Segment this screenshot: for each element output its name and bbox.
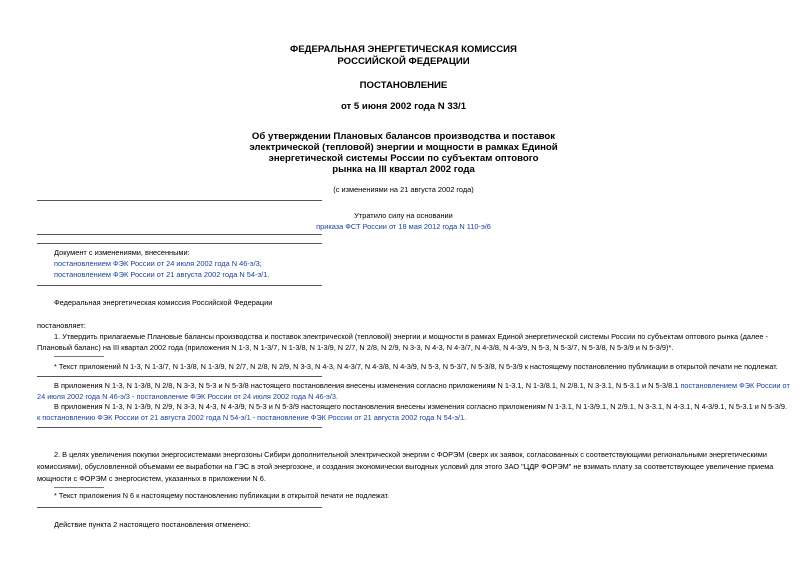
cancel-note: Действие пункта 2 настоящего постановления отменено: [54, 520, 251, 529]
document-title-line2: электрической (тепловой) энергии и мощности в рамках Единой [249, 142, 558, 153]
issuer-heading-line1: ФЕДЕРАЛЬНАЯ ЭНЕРГЕТИЧЕСКАЯ КОМИССИЯ [290, 44, 517, 55]
paragraph-1-line1: 1. Утвердить прилагаемые Плановые балансы производства и поставок электрической (тепловой) энергии и мощности в рамках Единой энергетической системы России по субъектам оптового рынка (далее - [54, 332, 768, 341]
decrees-text: постановляет: [37, 321, 86, 330]
change-note-2-line1: В приложения N 1-3, N 1-3/9, N 2/9, N 3-3, N 4-3, N 4-3/9, N 5-3 и N 5-3/9 настоящего постановления внесены изменения согласно приложениям N 1-3.1, N 1-3/9.1, N 2/9.1, N 3-3.1, N 4-3.1, N 4-3/9.1, N 5-3.1 и N 5-3/9. [54, 402, 787, 411]
change-note-1-link[interactable]: постановлением ФЭК России от [680, 381, 790, 390]
footnote-divider [54, 487, 104, 488]
divider [37, 285, 322, 286]
paragraph-2-line1: 2. В целях увеличения покупки энергосистемами энергозоны Сибири дополнительной электрической энергии с ФОРЭМ (сверх их заявок, согласованных с соответствующими региональными энергетическими [54, 450, 767, 459]
document-date-number: от 5 июня 2002 года N 33/1 [340, 101, 467, 112]
paragraph-2-line2: комиссиями), обусловленной объемами ее выработки на ГЭС в этой энергозоне, и создания экономически выгодных условий для этого ЗАО "ЦДР ФОРЭМ" не взимать плату за соответствующее увеличение приема [37, 462, 774, 471]
change-link-54[interactable]: постановлением ФЭК России от 21 августа 2002 года N 54-э/1. [54, 270, 270, 279]
expiry-text: Утратило силу на основании [354, 211, 453, 220]
expiry-order-link[interactable]: приказа ФСТ России от 18 мая 2012 года N 110-э/6 [316, 222, 491, 231]
divider [37, 234, 322, 235]
document-title-line3: энергетической системы России по субъектам оптового [268, 153, 539, 164]
divider [37, 200, 322, 201]
document-type: ПОСТАНОВЛЕНИЕ [359, 80, 448, 91]
change-link-46[interactable]: постановлением ФЭК России от 24 июля 2002 года N 46-э/3; [54, 259, 262, 268]
divider [37, 376, 322, 377]
document-title-line4: рынка на III квартал 2002 года [332, 164, 475, 175]
issuer-heading-line2: РОССИЙСКОЙ ФЕДЕРАЦИИ [337, 56, 470, 67]
changes-intro: Документ с изменениями, внесенными: [54, 248, 190, 257]
issuer-text: Федеральная энергетическая комиссия Российской Федерации [54, 298, 273, 307]
divider [37, 427, 322, 428]
paragraph-1-line2: Плановый баланс) на III квартал 2002 года (приложения N 1-3, N 1-3/7, N 1-3/8, N 1-3/9, N 2/7, N 2/8, N 2/9, N 3-3, N 4-3, N 4-3/7, N 4-3/8, N 4-3/9, N 5-3, N 5-3/7, N 5-3/8, N 5-3/9 и N 5-3/9)*. [37, 343, 674, 352]
footnote-divider [54, 356, 104, 357]
divider [37, 507, 322, 508]
change-note-1-line1 [54, 381, 790, 390]
footnote-1: * Текст приложений N 1-3, N 1-3/7, N 1-3/8, N 1-3/9, N 2/7, N 2/8, N 2/9, N 3-3, N 4-3, N 4-3/7, N 4-3/8, N 4-3/9, N 5-3, N 5-3/7, N 5-3/8, N 5-3/9 к настоящему постановлению публикации в открытой печати не подлежат. [54, 362, 778, 371]
paragraph-2-line3: мощности с ФОРЭМ с энергосистем, указанных в приложении N 6. [37, 474, 266, 483]
change-note-2-line2[interactable]: к постановлению ФЭК России от 21 августа 2002 года N 54-э/1 - постановление ФЭК России от 21 августа 2002 года N 54-э/1. [37, 413, 467, 422]
divider [37, 243, 322, 244]
amendment-note: (с изменениями на 21 августа 2002 года) [333, 185, 474, 194]
change-note-1-text: В приложения N 1-3, N 1-3/8, N 2/8, N 3-3, N 5-3 и N 5-3/8 настоящего постановления внесены изменения согласно приложениям N 1-3.1, N 1-3/8.1, N 2/8.1, N 3-3.1, N 5-3.1 и N 5-3/8.1 [54, 381, 681, 390]
change-note-1-line2[interactable]: 24 июля 2002 года N 46-э/3 - постановление ФЭК России от 24 июля 2002 года N 46-э/3. [37, 392, 338, 401]
document-title-line1: Об утверждении Плановых балансов производства и поставок [251, 131, 556, 142]
footnote-2: * Текст приложения N 6 к настоящему постановлению публикации в открытой печати не подлежат. [54, 491, 390, 500]
